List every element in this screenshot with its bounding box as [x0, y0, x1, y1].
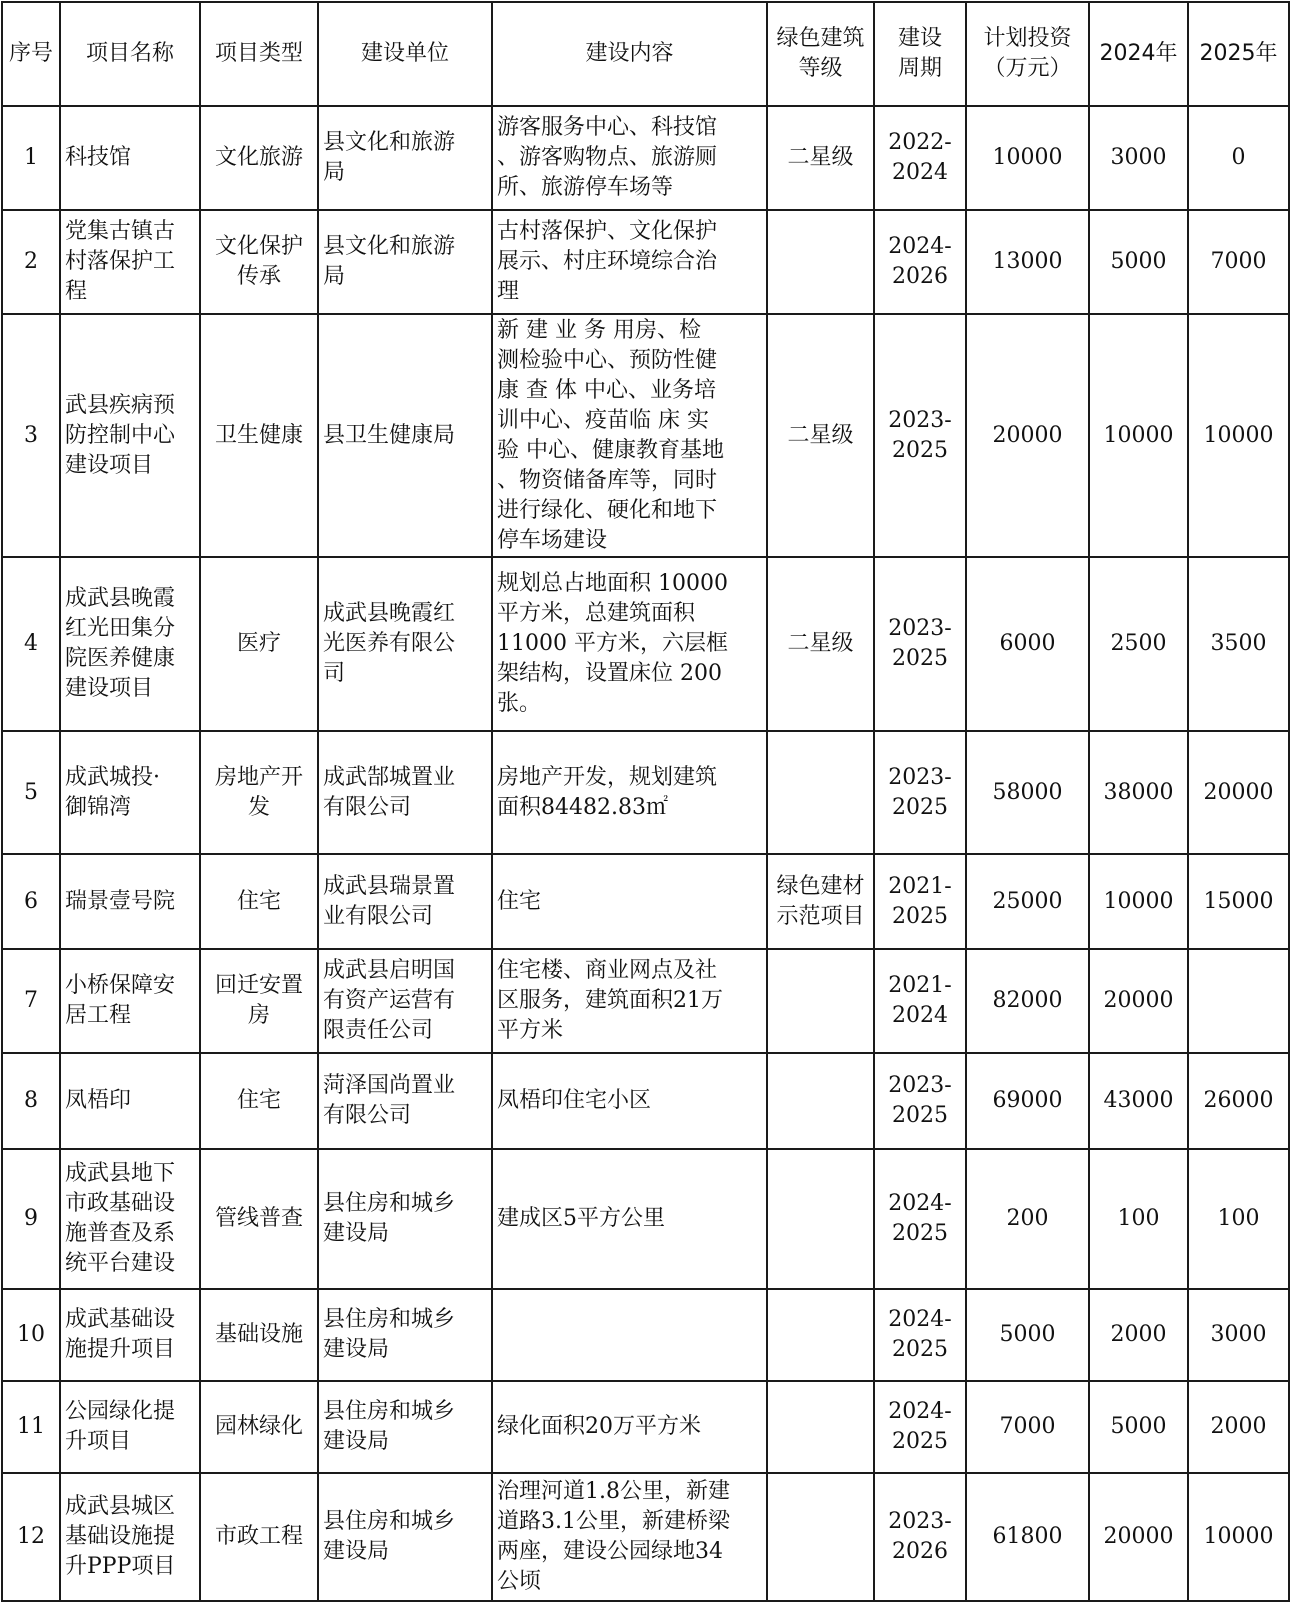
- cell-type: 基础设施: [200, 1289, 318, 1381]
- cell-type: 卫生健康: [200, 314, 318, 557]
- header-cell-2024: 2024年: [1089, 2, 1188, 106]
- header-cell-green-level: 绿色建筑 等级: [767, 2, 874, 106]
- cell-2024: 20000: [1089, 949, 1188, 1053]
- cell-type: 住宅: [200, 1053, 318, 1149]
- cell-type: 管线普查: [200, 1149, 318, 1289]
- cell-type: 房地产开 发: [200, 731, 318, 854]
- cell-no: 8: [2, 1053, 60, 1149]
- cell-investment: 13000: [966, 210, 1089, 314]
- header-cell-content: 建设内容: [492, 2, 767, 106]
- cell-type: 回迁安置 房: [200, 949, 318, 1053]
- cell-content: 住宅楼、商业网点及社 区服务，建筑面积21万 平方米: [492, 949, 767, 1053]
- cell-name: 公园绿化提 升项目: [60, 1381, 200, 1473]
- cell-period: 2024- 2026: [874, 210, 966, 314]
- cell-content: 房地产开发，规划建筑 面积84482.83㎡: [492, 731, 767, 854]
- cell-type: 医疗: [200, 557, 318, 731]
- cell-type: 文化保护 传承: [200, 210, 318, 314]
- cell-type: 住宅: [200, 854, 318, 949]
- cell-no: 1: [2, 106, 60, 210]
- cell-green-level: 二星级: [767, 314, 874, 557]
- table-row: [2, 854, 1289, 949]
- cell-green-level: [767, 1289, 874, 1381]
- cell-investment: 25000: [966, 854, 1089, 949]
- cell-name: 党集古镇古 村落保护工 程: [60, 210, 200, 314]
- cell-type: 市政工程: [200, 1473, 318, 1601]
- header-cell-period: 建设 周期: [874, 2, 966, 106]
- cell-2025: 15000: [1188, 854, 1289, 949]
- cell-content: 新 建 业 务 用房、检 测检验中心、预防性健 康 查 体 中心、业务培 训中心、疫苗临 床 实 验 中心、健康教育基地 、物资储备库等，同时 进行绿化、硬化和地下 停车场建设: [492, 314, 767, 557]
- cell-green-level: 绿色建材 示范项目: [767, 854, 874, 949]
- table-row: [2, 1053, 1289, 1149]
- cell-name: 小桥保障安 居工程: [60, 949, 200, 1053]
- cell-green-level: [767, 1053, 874, 1149]
- cell-content: 游客服务中心、科技馆 、游客购物点、旅游厕 所、旅游停车场等: [492, 106, 767, 210]
- cell-content: 规划总占地面积 10000 平方米，总建筑面积 11000 平方米，六层框 架结构，设置床位 200 张。: [492, 557, 767, 731]
- cell-no: 12: [2, 1473, 60, 1601]
- cell-green-level: [767, 949, 874, 1053]
- cell-no: 5: [2, 731, 60, 854]
- cell-investment: 7000: [966, 1381, 1089, 1473]
- cell-unit: 县住房和城乡 建设局: [318, 1473, 492, 1601]
- cell-investment: 200: [966, 1149, 1089, 1289]
- cell-name: 成武城投· 御锦湾: [60, 731, 200, 854]
- cell-no: 3: [2, 314, 60, 557]
- cell-investment: 69000: [966, 1053, 1089, 1149]
- cell-period: 2021- 2024: [874, 949, 966, 1053]
- cell-green-level: 二星级: [767, 106, 874, 210]
- header-cell-name: 项目名称: [60, 2, 200, 106]
- cell-period: 2023- 2025: [874, 1053, 966, 1149]
- cell-2024: 10000: [1089, 314, 1188, 557]
- cell-green-level: [767, 1381, 874, 1473]
- cell-no: 7: [2, 949, 60, 1053]
- table-row: [2, 1289, 1289, 1381]
- cell-content: 绿化面积20万平方米: [492, 1381, 767, 1473]
- cell-period: 2023- 2025: [874, 314, 966, 557]
- cell-2025: 7000: [1188, 210, 1289, 314]
- cell-name: 武县疾病预 防控制中心 建设项目: [60, 314, 200, 557]
- cell-green-level: [767, 210, 874, 314]
- cell-2024: 43000: [1089, 1053, 1188, 1149]
- table-row: [2, 949, 1289, 1053]
- cell-2024: 5000: [1089, 1381, 1188, 1473]
- cell-period: 2021- 2025: [874, 854, 966, 949]
- cell-content: 古村落保护、文化保护 展示、村庄环境综合治 理: [492, 210, 767, 314]
- cell-name: 凤梧印: [60, 1053, 200, 1149]
- cell-2024: 38000: [1089, 731, 1188, 854]
- cell-unit: 县文化和旅游 局: [318, 210, 492, 314]
- cell-unit: 县卫生健康局: [318, 314, 492, 557]
- cell-period: 2022- 2024: [874, 106, 966, 210]
- cell-name: 瑞景壹号院: [60, 854, 200, 949]
- cell-green-level: [767, 1149, 874, 1289]
- cell-period: 2023- 2025: [874, 557, 966, 731]
- cell-unit: 县住房和城乡 建设局: [318, 1289, 492, 1381]
- project-table: [1, 1, 1290, 1602]
- cell-no: 10: [2, 1289, 60, 1381]
- cell-content: 住宅: [492, 854, 767, 949]
- cell-green-level: [767, 1473, 874, 1601]
- table-row: [2, 314, 1289, 557]
- cell-green-level: 二星级: [767, 557, 874, 731]
- table-row: [2, 106, 1289, 210]
- table-row: [2, 1149, 1289, 1289]
- cell-2025: 10000: [1188, 314, 1289, 557]
- cell-investment: 58000: [966, 731, 1089, 854]
- cell-2024: 3000: [1089, 106, 1188, 210]
- cell-content: 建成区5平方公里: [492, 1149, 767, 1289]
- cell-period: 2023- 2026: [874, 1473, 966, 1601]
- cell-2025: [1188, 949, 1289, 1053]
- cell-content: 凤梧印住宅小区: [492, 1053, 767, 1149]
- cell-unit: 成武县启明国 有资产运营有 限责任公司: [318, 949, 492, 1053]
- cell-2025: 10000: [1188, 1473, 1289, 1601]
- cell-type: 文化旅游: [200, 106, 318, 210]
- table-row: [2, 210, 1289, 314]
- cell-no: 4: [2, 557, 60, 731]
- cell-name: 成武基础设 施提升项目: [60, 1289, 200, 1381]
- cell-green-level: [767, 731, 874, 854]
- cell-unit: 成武县瑞景置 业有限公司: [318, 854, 492, 949]
- cell-investment: 10000: [966, 106, 1089, 210]
- cell-name: 成武县地下 市政基础设 施普查及系 统平台建设: [60, 1149, 200, 1289]
- cell-investment: 20000: [966, 314, 1089, 557]
- cell-2025: 20000: [1188, 731, 1289, 854]
- cell-investment: 82000: [966, 949, 1089, 1053]
- cell-2025: 3000: [1188, 1289, 1289, 1381]
- table-row: [2, 731, 1289, 854]
- cell-2024: 20000: [1089, 1473, 1188, 1601]
- header-cell-no: 序号: [2, 2, 60, 106]
- cell-name: 成武县晚霞 红光田集分 院医养健康 建设项目: [60, 557, 200, 731]
- cell-investment: 6000: [966, 557, 1089, 731]
- cell-period: 2024- 2025: [874, 1381, 966, 1473]
- cell-2024: 10000: [1089, 854, 1188, 949]
- cell-unit: 县文化和旅游 局: [318, 106, 492, 210]
- cell-unit: 成武郜城置业 有限公司: [318, 731, 492, 854]
- table-row: [2, 1381, 1289, 1473]
- header-cell-investment: 计划投资 （万元）: [966, 2, 1089, 106]
- cell-2024: 2000: [1089, 1289, 1188, 1381]
- header-cell-type: 项目类型: [200, 2, 318, 106]
- cell-2024: 5000: [1089, 210, 1188, 314]
- header-row: [2, 2, 1289, 106]
- cell-content: [492, 1289, 767, 1381]
- cell-2025: 3500: [1188, 557, 1289, 731]
- table-row: [2, 557, 1289, 731]
- cell-name: 科技馆: [60, 106, 200, 210]
- cell-no: 2: [2, 210, 60, 314]
- cell-content: 治理河道1.8公里，新建 道路3.1公里，新建桥梁 两座，建设公园绿地34 公顷: [492, 1473, 767, 1601]
- cell-unit: 成武县晚霞红 光医养有限公 司: [318, 557, 492, 731]
- cell-no: 11: [2, 1381, 60, 1473]
- header-cell-unit: 建设单位: [318, 2, 492, 106]
- cell-period: 2023- 2025: [874, 731, 966, 854]
- cell-period: 2024- 2025: [874, 1289, 966, 1381]
- cell-2025: 26000: [1188, 1053, 1289, 1149]
- cell-no: 6: [2, 854, 60, 949]
- cell-period: 2024- 2025: [874, 1149, 966, 1289]
- cell-2025: 2000: [1188, 1381, 1289, 1473]
- cell-name: 成武县城区 基础设施提 升PPP项目: [60, 1473, 200, 1601]
- cell-unit: 县住房和城乡 建设局: [318, 1149, 492, 1289]
- cell-2024: 2500: [1089, 557, 1188, 731]
- cell-2024: 100: [1089, 1149, 1188, 1289]
- cell-unit: 菏泽国尚置业 有限公司: [318, 1053, 492, 1149]
- cell-2025: 100: [1188, 1149, 1289, 1289]
- cell-type: 园林绿化: [200, 1381, 318, 1473]
- table-row: [2, 1473, 1289, 1601]
- cell-no: 9: [2, 1149, 60, 1289]
- header-cell-2025: 2025年: [1188, 2, 1289, 106]
- cell-unit: 县住房和城乡 建设局: [318, 1381, 492, 1473]
- cell-2025: 0: [1188, 106, 1289, 210]
- cell-investment: 61800: [966, 1473, 1089, 1601]
- cell-investment: 5000: [966, 1289, 1089, 1381]
